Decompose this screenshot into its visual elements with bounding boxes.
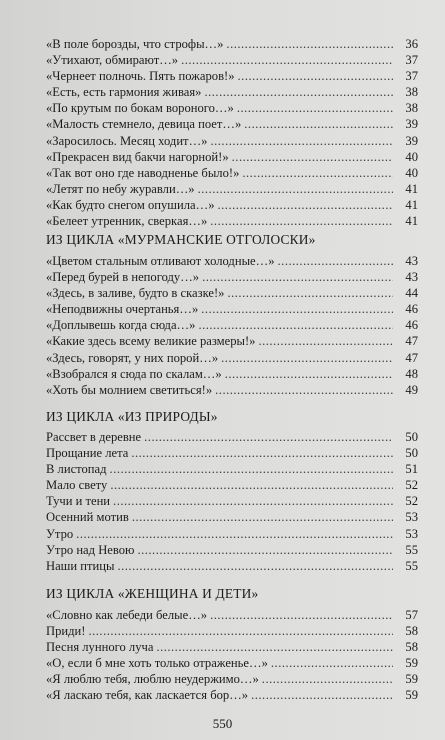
leader-dots — [132, 509, 393, 525]
toc-entry — [46, 133, 418, 149]
toc-title: Мало свету — [46, 478, 108, 493]
toc-page: 40 — [405, 149, 418, 164]
leader-dots — [156, 639, 393, 655]
leader-dots — [88, 623, 393, 639]
toc-title: «Как будто снегом опушила…» — [46, 197, 215, 212]
toc-entry — [46, 165, 418, 181]
toc-page: 38 — [405, 85, 418, 100]
toc-list-0 — [46, 36, 418, 229]
toc-entry — [46, 181, 418, 197]
leader-dots — [144, 429, 393, 445]
toc-page: 48 — [405, 366, 418, 381]
leader-dots — [201, 301, 393, 317]
toc-page: 37 — [405, 53, 418, 68]
toc-title: «Летят по небу журавли…» — [46, 181, 195, 196]
toc-page: 41 — [405, 214, 418, 229]
toc-entry — [46, 317, 418, 333]
toc-title: В листопад — [46, 462, 107, 477]
toc-entry — [46, 558, 418, 574]
section-heading: ИЗ ЦИКЛА «ИЗ ПРИРОДЫ» — [46, 409, 218, 424]
toc-page: 59 — [405, 656, 418, 671]
leader-dots — [225, 366, 393, 382]
toc-title: Осенний мотив — [46, 510, 129, 525]
toc-list-2 — [46, 429, 418, 574]
toc-page: 53 — [405, 526, 418, 541]
toc-entry — [46, 623, 418, 639]
toc-entry — [46, 301, 418, 317]
section-heading: ИЗ ЦИКЛА «ЖЕНЩИНА И ДЕТИ» — [46, 586, 259, 601]
toc-entry — [46, 526, 418, 542]
leader-dots — [218, 197, 394, 213]
leader-dots — [227, 285, 393, 301]
toc-entry — [46, 68, 418, 84]
leader-dots — [278, 253, 393, 269]
toc-title: «Перед бурей в непогоду…» — [46, 270, 200, 285]
toc-entry — [46, 116, 418, 132]
toc-title: «Словно как лебеди белые…» — [46, 608, 208, 622]
toc-page: 58 — [405, 640, 418, 655]
toc-page: 41 — [405, 197, 418, 212]
toc-title: Прощание лета — [46, 446, 129, 461]
toc-title: Приди! — [46, 624, 86, 639]
leader-dots — [237, 100, 393, 116]
toc-title: Утро над Невою — [46, 542, 135, 557]
toc-title: «Заросилось. Месяц ходит…» — [46, 133, 208, 148]
toc-page: 49 — [405, 382, 418, 397]
leader-dots — [181, 52, 393, 68]
leader-dots — [232, 149, 393, 165]
toc-entry — [46, 149, 418, 165]
toc-entry — [46, 461, 418, 477]
toc-title: Наши птицы — [46, 558, 115, 573]
toc-page: 57 — [405, 608, 418, 622]
toc-page: 38 — [405, 101, 418, 116]
toc-page: 52 — [405, 494, 418, 509]
toc-title: «Здесь, в заливе, будто в сказке!» — [46, 286, 225, 301]
toc-entry — [46, 213, 418, 229]
toc-title: «Взобрался я сюда по скалам…» — [46, 366, 222, 381]
toc-page: 46 — [405, 318, 418, 333]
toc-page: 52 — [405, 478, 418, 493]
toc-list-3 — [46, 607, 418, 704]
toc-page: 50 — [405, 446, 418, 461]
leader-dots — [244, 116, 393, 132]
leader-dots — [131, 445, 393, 461]
section-heading: ИЗ ЦИКЛА «МУРМАНСКИЕ ОТГОЛОСКИ» — [46, 232, 316, 247]
leader-dots — [210, 607, 393, 623]
toc-entry — [46, 197, 418, 213]
toc-title: «Малость стемнело, девица поет…» — [46, 117, 242, 132]
toc-entry — [46, 671, 418, 687]
toc-title: «В поле борозды, что строфы…» — [46, 37, 224, 51]
toc-page: 55 — [405, 542, 418, 557]
leader-dots — [110, 461, 393, 477]
toc-title: «По крутым по бокам вороного…» — [46, 101, 234, 116]
toc-page: 51 — [405, 462, 418, 477]
leader-dots — [251, 687, 393, 703]
leader-dots — [238, 68, 393, 84]
toc-title: «Я люблю тебя, люблю неудержимо…» — [46, 672, 259, 687]
toc-page: 44 — [405, 286, 418, 301]
toc-title: «Чернеет полночь. Пять пожаров!» — [46, 69, 235, 84]
toc-page: 50 — [405, 430, 418, 444]
toc-title: «Белеет утренник, сверкая…» — [46, 214, 208, 229]
toc-title: «Доплывешь когда сюда…» — [46, 318, 196, 333]
toc-entry — [46, 687, 418, 703]
toc-page: 40 — [405, 165, 418, 180]
leader-dots — [110, 477, 393, 493]
toc-entry — [46, 350, 418, 366]
toc-entry — [46, 382, 418, 398]
toc-entry — [46, 366, 418, 382]
leader-dots — [215, 382, 393, 398]
toc-title: «Какие здесь всему великие размеры!» — [46, 334, 256, 349]
toc-entry — [46, 285, 418, 301]
leader-dots — [202, 269, 393, 285]
toc-page: 36 — [405, 37, 418, 51]
toc-title: Песня лунного луча — [46, 640, 154, 655]
toc-page: 41 — [405, 181, 418, 196]
toc-page: 47 — [405, 350, 418, 365]
toc-entry — [46, 100, 418, 116]
toc-page: 46 — [405, 302, 418, 317]
toc-entry — [46, 493, 418, 509]
toc-page: 43 — [405, 270, 418, 285]
leader-dots — [221, 350, 393, 366]
leader-dots — [117, 558, 393, 574]
toc-page: 55 — [405, 558, 418, 573]
toc-list-1 — [46, 253, 418, 398]
toc-entry — [46, 429, 418, 445]
toc-page: 58 — [405, 624, 418, 639]
toc-entry — [46, 509, 418, 525]
leader-dots — [258, 333, 393, 349]
toc-entry — [46, 269, 418, 285]
leader-dots — [198, 181, 393, 197]
leader-dots — [113, 493, 393, 509]
toc-title: «Неподвижны очертанья…» — [46, 302, 199, 317]
toc-page: 59 — [405, 688, 418, 703]
toc-title: «Хоть бы молнием светиться!» — [46, 382, 213, 397]
toc-page: 43 — [405, 254, 418, 268]
toc-entry — [46, 84, 418, 100]
toc-entry — [46, 36, 418, 52]
toc-title: «Цветом стальным отливают холодные…» — [46, 254, 275, 268]
toc-entry — [46, 477, 418, 493]
leader-dots — [271, 655, 393, 671]
toc-entry — [46, 542, 418, 558]
toc-page: 47 — [405, 334, 418, 349]
toc-title: «Я ласкаю тебя, как ласкается бор…» — [46, 688, 249, 703]
leader-dots — [137, 542, 393, 558]
toc-page: 37 — [405, 69, 418, 84]
leader-dots — [242, 165, 393, 181]
toc-entry — [46, 639, 418, 655]
leader-dots — [210, 133, 393, 149]
leader-dots — [198, 317, 393, 333]
toc-title: Утро — [46, 526, 74, 541]
toc-entry — [46, 253, 418, 269]
toc-title: Рассвет в деревне — [46, 430, 142, 444]
toc-title: Тучи и тени — [46, 494, 111, 509]
leader-dots — [262, 671, 393, 687]
toc-entry — [46, 607, 418, 623]
toc-title: «Так вот оно где наводненье было!» — [46, 165, 240, 180]
toc-title: «Здесь, говорят, у них порой…» — [46, 350, 219, 365]
leader-dots — [204, 84, 393, 100]
toc-page: 39 — [405, 133, 418, 148]
toc-page: 53 — [405, 510, 418, 525]
toc-title: «О, если б мне хоть только отраженье…» — [46, 656, 268, 671]
leader-dots — [76, 526, 393, 542]
toc-entry — [46, 655, 418, 671]
toc-page: 59 — [405, 672, 418, 687]
toc-title: «Прекрасен вид бакчи нагорной!» — [46, 149, 229, 164]
toc-entry — [46, 52, 418, 68]
toc-entry — [46, 445, 418, 461]
page-number: 550 — [212, 716, 233, 731]
toc-page: 39 — [405, 117, 418, 132]
toc-title: «Есть, есть гармония живая» — [46, 85, 202, 100]
leader-dots — [210, 213, 393, 229]
toc-entry — [46, 333, 418, 349]
toc-title: «Утихают, обмирают…» — [46, 53, 179, 68]
leader-dots — [226, 36, 393, 52]
